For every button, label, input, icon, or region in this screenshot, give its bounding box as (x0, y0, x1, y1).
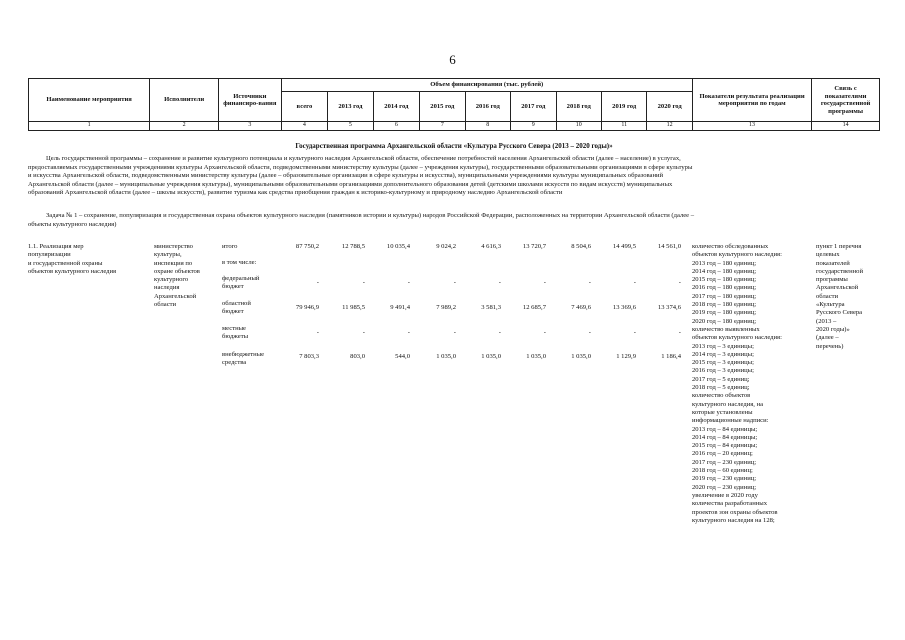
col-header-total: всего (281, 92, 327, 122)
result-line: 2017 год – 230 единиц; (692, 458, 757, 466)
activity-name (28, 243, 146, 276)
source-extrabudget (222, 351, 264, 368)
link-line: 2020 годы)» (816, 325, 850, 333)
financing-value: - (678, 329, 681, 336)
financing-value: 8 504,6 (571, 243, 591, 250)
executor-line: инспекция по (154, 259, 193, 267)
link-line: программы (816, 276, 848, 284)
link-line: показателей (816, 259, 850, 267)
col-header-year: 2013 год (328, 92, 373, 122)
col-number: 11 (601, 122, 646, 131)
result-line: которые установлены (692, 408, 753, 416)
goal-paragraph (28, 155, 880, 198)
goal-line: предоставляемых государственными учреждениями культуры Архангельской области, подведомственными министерству культуры (далее – учреждения культуры), государственными образовательными организациями в сфере культуры (28, 163, 693, 171)
financing-value: - (362, 279, 365, 286)
executor-line: министерство (154, 243, 193, 250)
executor-line: области (154, 301, 177, 309)
financing-value: 87 750,2 (295, 243, 319, 250)
result-line: информационные надписи: (692, 417, 769, 425)
program-title: Государственная программа Архангельской области «Культура Русского Севера (2013 – 2020 годы)» (295, 142, 613, 150)
result-line: 2013 год – 84 единицы; (692, 425, 758, 433)
result-line: 2015 год – 3 единицы; (692, 359, 754, 367)
financing-value: - (453, 329, 456, 336)
col-header-link: Связь с показателями государственной программы (812, 79, 880, 122)
link-line: (2013 – (816, 317, 837, 325)
col-header-year: 2015 год (420, 92, 465, 122)
source-label: бюджет (222, 308, 244, 316)
result-line: 2018 год – 5 единиц; (692, 384, 750, 392)
col-header-year: 2014 год (373, 92, 419, 122)
result-line: 2013 год – 3 единицы; (692, 342, 754, 350)
col-header-year: 2016 год (465, 92, 510, 122)
col-number: 13 (692, 122, 811, 131)
financing-value: 4 616,3 (481, 243, 501, 250)
col-number: 1 (29, 122, 150, 131)
financing-value: - (498, 329, 501, 336)
financing-value: 14 499,5 (612, 243, 636, 250)
financing-value: - (588, 329, 591, 336)
col-number: 6 (373, 122, 419, 131)
executor-line: наследия (154, 284, 180, 292)
col-number: 4 (281, 122, 327, 131)
source-regional (222, 300, 251, 317)
col-number: 14 (812, 122, 880, 131)
financing-value: 1 035,0 (436, 353, 456, 360)
financing-value: 1 035,0 (481, 353, 501, 360)
result-line: увеличение в 2020 году (692, 491, 758, 499)
financing-value: 14 561,0 (657, 243, 681, 250)
financing-value: - (407, 329, 410, 336)
financing-value: 11 985,5 (342, 304, 365, 311)
result-line: 2014 год – 3 единицы; (692, 350, 754, 358)
col-number: 5 (328, 122, 373, 131)
link-line: «Культура (816, 301, 845, 309)
result-line: 2019 год – 180 единиц; (692, 309, 757, 317)
result-line: количество объектов (692, 392, 751, 400)
result-line: 2020 год – 180 единиц; (692, 317, 757, 325)
executor-line: охране объектов (154, 267, 200, 275)
financing-value: 13 374,6 (657, 304, 681, 311)
link-line: Русского Севера (816, 309, 863, 317)
col-header-result: Показатели результата реализации мероприятия по годам (692, 79, 811, 122)
financing-value: - (543, 279, 546, 286)
result-line: 2017 год – 180 единиц; (692, 292, 757, 300)
financing-value: - (633, 279, 636, 286)
col-header-year: 2020 год (647, 92, 692, 122)
col-number: 9 (511, 122, 556, 131)
result-line: 2014 год – 180 единиц; (692, 267, 757, 275)
activity-link (816, 243, 882, 351)
financing-value: 12 685,7 (522, 304, 546, 311)
col-header-year: 2019 год (601, 92, 646, 122)
source-label: средства (222, 359, 247, 367)
result-line: 2018 год – 60 единиц; (692, 467, 753, 475)
financing-value: 13 720,7 (522, 243, 546, 250)
link-line: перечень) (816, 342, 844, 350)
financing-value: - (543, 329, 546, 336)
result-line: 2020 год – 230 единиц; (692, 483, 757, 491)
financing-value: 1 186,4 (661, 353, 681, 360)
source-label: в том числе: (222, 259, 257, 266)
result-line: 2015 год – 180 единиц; (692, 276, 757, 284)
result-line: 2016 год – 3 единицы; (692, 367, 754, 375)
page-number: 6 (449, 52, 456, 67)
link-line: государственной (816, 267, 863, 275)
financing-value: 803,0 (350, 353, 365, 360)
goal-line: и искусства Архангельской области, подведомственными министерству культуры (далее – образовательные организации в сфере культуры и искусства), муниципальными учреждениями культуры муниципальных образований (28, 172, 664, 180)
financing-value: 1 035,0 (571, 353, 591, 360)
result-line: объектов культурного наследия: (692, 251, 782, 259)
financing-value: - (362, 329, 365, 336)
col-header-year: 2018 год (556, 92, 601, 122)
result-line: 2013 год – 180 единиц; (692, 259, 757, 267)
source-local (222, 325, 248, 342)
col-header-sources: Источники финансиро-вания (219, 79, 282, 122)
result-line: 2016 год – 180 единиц; (692, 284, 757, 292)
goal-line: образований Архангельской области (далее – школы искусств), развитие туризма как средства приобщения граждан к историко-культурному и природному наследию Архангельской области (28, 189, 563, 197)
link-line: (далее – (816, 334, 839, 342)
header-table (28, 78, 880, 131)
financing-value: 7 803,3 (299, 353, 319, 360)
result-line: объектов культурного наследия: (692, 334, 782, 342)
source-label: федеральный (222, 275, 260, 282)
col-number: 8 (465, 122, 510, 131)
result-line: 2016 год – 20 единиц; (692, 450, 753, 458)
source-label: внебюджетные (222, 351, 265, 358)
financing-value: - (498, 279, 501, 286)
result-line: 2017 год – 5 единиц; (692, 375, 750, 383)
col-number: 10 (556, 122, 601, 131)
activity-results (692, 243, 810, 525)
financing-value: 544,0 (395, 353, 410, 360)
result-line: количество обследованных (692, 243, 769, 250)
result-line: количество выявленных (692, 325, 760, 333)
financing-value: - (633, 329, 636, 336)
source-label: итого (222, 243, 238, 250)
source-federal (222, 275, 259, 292)
financing-value: 3 581,3 (481, 304, 501, 311)
financing-value: - (588, 279, 591, 286)
activity-executors (154, 243, 214, 309)
activity-name-line: и государственной охраны (28, 259, 103, 267)
financing-value: - (678, 279, 681, 286)
source-including (222, 259, 256, 267)
col-header-name: Наименование мероприятия (29, 79, 150, 122)
link-line: целевых (816, 251, 840, 259)
result-line: 2019 год – 230 единиц; (692, 475, 757, 483)
financing-value: 9 024,2 (436, 243, 456, 250)
financing-value: 7 469,6 (571, 304, 591, 311)
source-label: бюджет (222, 283, 244, 291)
financing-value: - (316, 329, 319, 336)
task-line: объекты культурного наследия) (28, 220, 117, 228)
task-line: Задача № 1 – сохранение, популяризация и государственная охрана объектов культурного наследия (памятников истории и культуры) народов Российской Федерации, расположенных на территории Архангельской области (далее – (46, 212, 695, 219)
task-paragraph (28, 212, 880, 229)
financing-value: 7 989,2 (436, 304, 456, 311)
col-header-financing: Объем финансирования (тыс. рублей) (281, 79, 692, 92)
financing-value: 79 946,9 (295, 304, 319, 311)
goal-line: Цель государственной программы – сохранение и развитие культурного потенциала и культурного наследия Архангельской области, обеспечение потребностей населения Архангельской области (далее – население) в услугах, (46, 155, 681, 162)
financing-value: 1 035,0 (526, 353, 546, 360)
result-line: проектов зон охраны объектов (692, 508, 778, 516)
col-header-year: 2017 год (511, 92, 556, 122)
col-number: 7 (420, 122, 465, 131)
source-label: областной (222, 300, 251, 307)
result-line: культурного наследия, на (692, 400, 764, 408)
executor-line: Архангельской (154, 292, 197, 300)
executor-line: культурного (154, 276, 189, 284)
goal-line: Архангельской области (далее – муниципальные учреждения культуры), муниципальными образовательными организациями дополнительного образования детей (детскими школами искусств по видам искусств) муниципальных (28, 180, 673, 188)
financing-value: 13 369,6 (612, 304, 636, 311)
result-line: культурного наследия на 128; (692, 516, 775, 524)
financing-value: - (407, 279, 410, 286)
source-label: местные (222, 325, 246, 332)
link-line: Архангельской (816, 284, 859, 292)
financing-value: 10 035,4 (386, 243, 410, 250)
col-number: 2 (150, 122, 219, 131)
result-line: 2015 год – 84 единицы; (692, 442, 758, 450)
col-number: 12 (647, 122, 692, 131)
result-line: 2014 год – 84 единицы; (692, 433, 758, 441)
link-line: пункт 1 перечня (816, 243, 862, 250)
result-line: 2018 год – 180 единиц; (692, 301, 757, 309)
col-number: 3 (219, 122, 282, 131)
financing-value: 9 491,4 (390, 304, 410, 311)
activity-name-line: объектов культурного наследия (28, 267, 117, 275)
activity-name-line: 1.1. Реализация мер (28, 243, 84, 250)
source-total (222, 243, 237, 251)
financing-value: - (316, 279, 319, 286)
activity-name-line: популяризации (28, 251, 71, 259)
result-line: количества разработанных (692, 500, 768, 508)
financing-value: - (453, 279, 456, 286)
financing-value: 12 788,5 (341, 243, 365, 250)
link-line: области (816, 292, 839, 300)
executor-line: культуры, (154, 251, 182, 259)
financing-value: 1 129,9 (616, 353, 636, 360)
col-header-executors: Исполнители (150, 79, 219, 122)
source-label: бюджеты (222, 333, 249, 341)
